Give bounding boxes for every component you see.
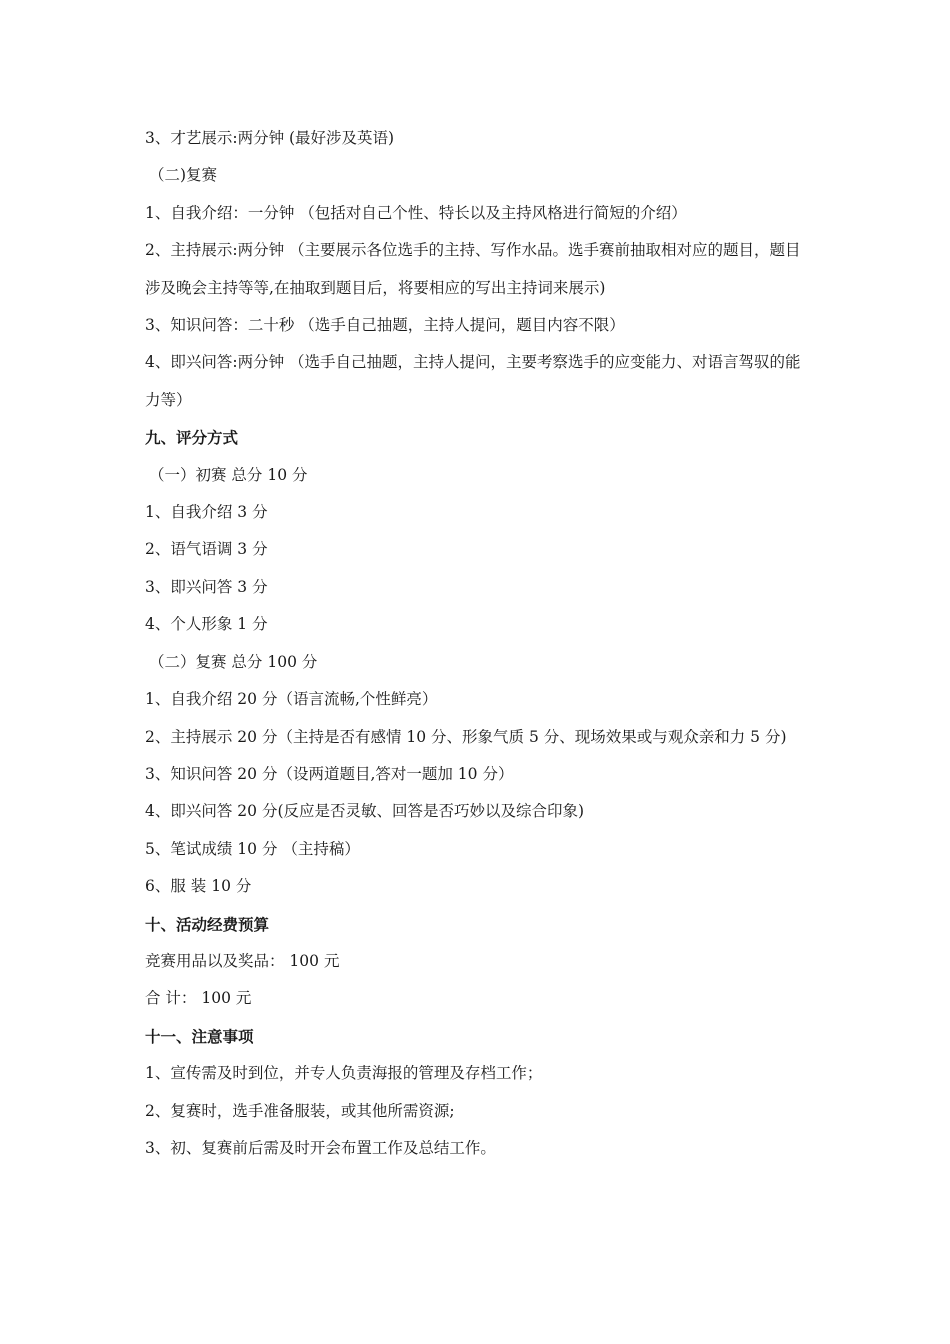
semifinal-score-item: 5、笔试成绩 10 分 （主持稿） <box>145 839 360 858</box>
note-item: 1、宣传需及时到位，并专人负责海报的管理及存档工作； <box>145 1064 543 1083</box>
semifinal-score-item: 6、服 装 10 分 <box>145 877 252 896</box>
semifinal-score-item: 4、即兴问答 20 分(反应是否灵敏、回答是否巧妙以及综合印象) <box>145 802 585 821</box>
note-item: 2、复赛时，选手准备服装，或其他所需资源; <box>145 1101 455 1120</box>
impromptu-qa-item: 4、即兴问答:两分钟 （选手自己抽题，主持人提问，主要考察选手的应变能力、对语言驾驭的能力等） <box>145 353 801 409</box>
section-heading-budget: 十、活动经费预算 <box>145 914 270 934</box>
section-heading-scoring: 九、评分方式 <box>145 428 239 448</box>
semifinal-score-item: 3、知识问答 20 分（设两道题目,答对一题加 10 分） <box>145 764 514 783</box>
prelim-score-item: 4、个人形象 1 分 <box>145 615 268 634</box>
semifinal-score-item: 1、自我介绍 20 分（语言流畅,个性鲜亮） <box>145 690 438 709</box>
prelim-score-heading: （一）初赛 总分 10 分 <box>149 465 308 484</box>
self-intro-item: 1、自我介绍：一分钟 （包括对自己个性、特长以及主持风格进行简短的介绍） <box>145 203 687 222</box>
budget-total: 合 计： 100 元 <box>145 989 252 1008</box>
talent-show-item: 3、才艺展示:两分钟 (最好涉及英语) <box>145 129 395 147</box>
budget-item: 竞赛用品以及奖品： 100 元 <box>145 951 340 970</box>
note-item: 3、初、复赛前后需及时开会布置工作及总结工作。 <box>145 1138 496 1157</box>
prelim-score-item: 1、自我介绍 3 分 <box>145 503 268 522</box>
prelim-score-item: 3、即兴问答 3 分 <box>145 577 268 596</box>
section-heading-notes: 十一、注意事项 <box>145 1026 254 1046</box>
document-body <box>145 120 805 1167</box>
hosting-show-item: 2、主持展示:两分钟 （主要展示各位选手的主持、写作水品。选手赛前抽取相对应的题目，题目涉及晚会主持等等,在抽取到题目后，将要相应的写出主持词来展示) <box>145 241 801 297</box>
semifinal-heading: （二)复赛 <box>149 166 218 185</box>
knowledge-qa-item: 3、知识问答：二十秒 （选手自己抽题，主持人提问，题目内容不限） <box>145 316 625 335</box>
semifinal-score-item: 2、主持展示 20 分（主持是否有感情 10 分、形象气质 5 分、现场效果或与观众亲和力 5 分) <box>145 727 787 746</box>
prelim-score-item: 2、语气语调 3 分 <box>145 540 268 559</box>
semifinal-score-heading: （二）复赛 总分 100 分 <box>149 652 318 671</box>
